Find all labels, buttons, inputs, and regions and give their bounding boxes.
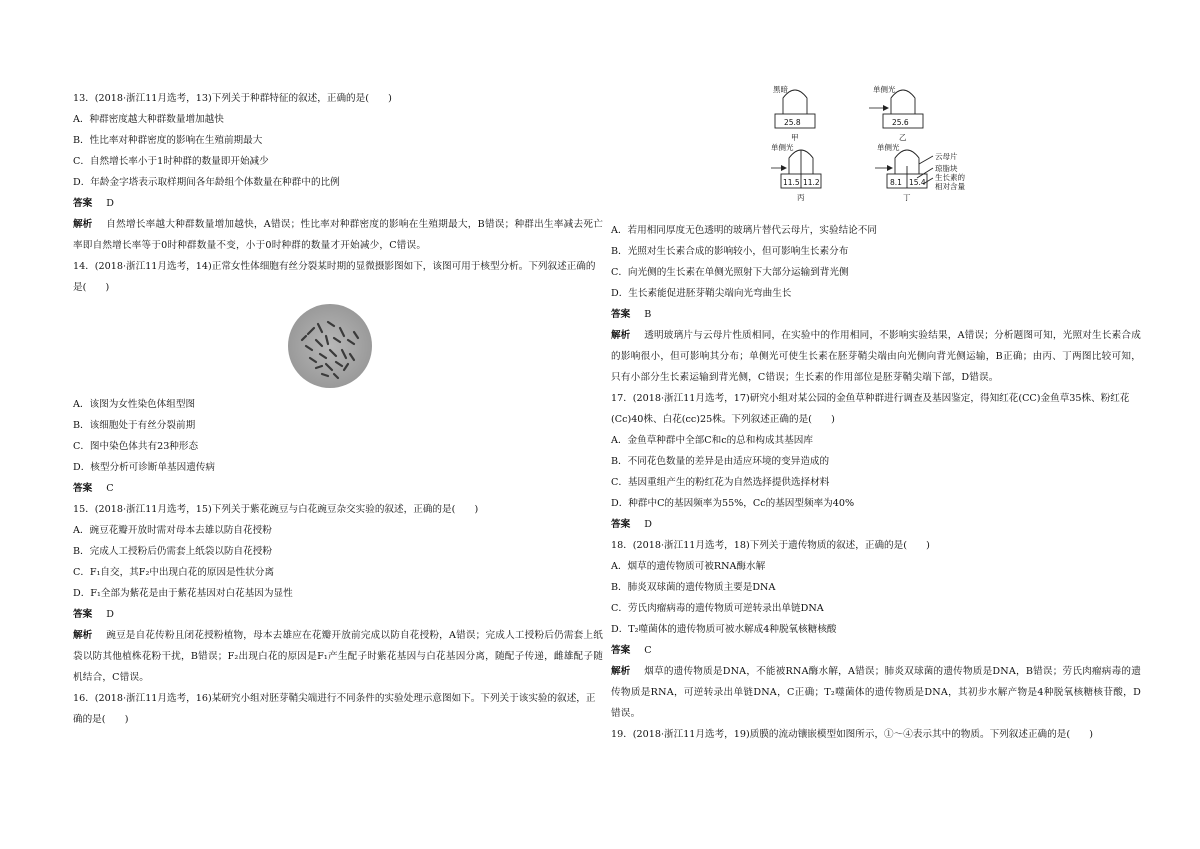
q18-stem: 18．(2018·浙江11月选考，18)下列关于遗传物质的叙述，正确的是( ) [611, 540, 930, 551]
analysis-label: 解析 [73, 630, 93, 641]
answer-label: 答案 [73, 483, 93, 494]
q15-option-b: B．完成人工授粉后仍需套上纸袋以防自花授粉 [73, 546, 272, 557]
bing-name: 丙 [797, 193, 805, 202]
agar-label: 琼脂块 [935, 164, 958, 173]
q16-option-b: B．光照对生长素合成的影响较小，但可影响生长素分布 [611, 246, 849, 257]
q14-option-c: C．图中染色体共有23种形态 [73, 441, 199, 452]
answer-value: D [106, 198, 114, 209]
bing-left-value: 11.5 [783, 178, 800, 187]
chromosome-micrograph [288, 304, 372, 388]
q16-option-a: A．若用相同厚度无色透明的玻璃片替代云母片，实验结论不同 [611, 225, 877, 236]
jia-light-label: 黑暗 [773, 85, 788, 94]
q16-option-c: C．向光侧的生长素在单侧光照射下大部分运输到背光侧 [611, 267, 849, 278]
answer-label: 答案 [73, 609, 93, 620]
q13-option-b: B．性比率对种群密度的影响在生殖前期最大 [73, 135, 263, 146]
answer-label: 答案 [611, 645, 631, 656]
q17-option-c: C．基因重组产生的粉红花为自然选择提供选择材料 [611, 477, 830, 488]
yi-name: 乙 [899, 133, 907, 142]
ding-light-label: 单侧光 [877, 143, 900, 152]
answer-label: 答案 [611, 309, 631, 320]
q16-analysis [611, 325, 1141, 388]
jia-value: 25.8 [784, 118, 801, 127]
q18-analysis [611, 661, 1141, 724]
q17-answer [611, 514, 1141, 535]
yi-light-label: 单侧光 [873, 85, 896, 94]
auxin-label: 生长素的 [935, 173, 965, 182]
analysis-label: 解析 [611, 666, 631, 677]
ding-right-value: 15.4 [909, 178, 926, 187]
q18-option-c: C．劳氏肉瘤病毒的遗传物质可逆转录出单链DNA [611, 603, 824, 614]
answer-value: C [106, 483, 114, 494]
answer-label: 答案 [611, 519, 631, 530]
analysis-text: 烟草的遗传物质是DNA，不能被RNA酶水解，A错误；肺炎双球菌的遗传物质是DNA，B错误；劳氏肉瘤病毒的遗传物质是RNA，可逆转录出单链DNA，C正确；T₂噬菌体的遗传物质是DNA，其初步水解产物是4种脱氧核糖核苷酸，D错误。 [611, 666, 1141, 719]
bing-light-label: 单侧光 [771, 143, 794, 152]
q15-analysis [73, 625, 603, 688]
q15-option-a: A．豌豆花瓣开放时需对母本去雄以防自花授粉 [73, 525, 272, 536]
ding-name: 丁 [903, 193, 911, 202]
q14-answer [73, 478, 603, 499]
q18-option-d: D．T₂噬菌体的遗传物质可被水解成4种脱氧核糖核酸 [611, 624, 837, 635]
answer-label: 答案 [73, 198, 93, 209]
q17-stem: 17．(2018·浙江11月选考，17)研究小组对某公园的金鱼草种群进行调查及基因鉴定，得知红花(CC)金鱼草35株、粉红花(Cc)40株、白花(cc)25株。下列叙述正确的是( ) [611, 393, 1130, 425]
q18-option-a: A．烟草的遗传物质可被RNA酶水解 [611, 561, 766, 572]
q14-option-b: B．该细胞处于有丝分裂前期 [73, 420, 196, 431]
q13-analysis [73, 214, 603, 256]
q15-option-c: C．F₁自交，其F₂中出现白花的原因是性状分离 [73, 567, 275, 578]
mica-label: 云母片 [935, 152, 958, 161]
answer-value: B [644, 309, 652, 320]
q16-option-d: D．生长素能促进胚芽鞘尖端向光弯曲生长 [611, 288, 792, 299]
analysis-label: 解析 [611, 330, 631, 341]
q15-stem: 15．(2018·浙江11月选考，15)下列关于紫花豌豆与白花豌豆杂交实验的叙述，正确的是( ) [73, 504, 479, 515]
q19-stem: 19．(2018·浙江11月选考，19)质膜的流动镶嵌模型如图所示，①～④表示其中的物质。下列叙述正确的是( ) [611, 729, 1093, 740]
q18-option-b: B．肺炎双球菌的遗传物质主要是DNA [611, 582, 776, 593]
q15-option-d: D．F₁全部为紫花是由于紫花基因对白花基因为显性 [73, 588, 293, 599]
jia-name: 甲 [791, 133, 799, 142]
yi-value: 25.6 [892, 118, 909, 127]
coleoptile-diagram [611, 85, 1141, 220]
bing-right-value: 11.2 [803, 178, 820, 187]
q14-option-a: A．该图为女性染色体组型图 [73, 399, 196, 410]
analysis-label: 解析 [73, 219, 93, 230]
q13-option-d: D．年龄金字塔表示取样期间各年龄组个体数量在种群中的比例 [73, 177, 340, 188]
analysis-text: 透明玻璃片与云母片性质相同，在实验中的作用相同，不影响实验结果，A错误；分析题图可知，光照对生长素合成的影响很小，但可影响其分布；单侧光可使生长素在胚芽鞘尖端由向光侧向背光侧运输，B正确；由丙、丁两图比较可知，只有小部分生长素运输到背光侧，C错误；生长素的作用部位是胚芽鞘尖端下部，D错误。 [611, 330, 1142, 383]
answer-value: C [644, 645, 652, 656]
q14-stem: 14．(2018·浙江11月选考，14)正常女性体细胞有丝分裂某时期的显微摄影图如下，该图可用于核型分析。下列叙述正确的是( ) [73, 261, 596, 293]
q16-stem: 16．(2018·浙江11月选考，16)某研究小组对胚芽鞘尖端进行不同条件的实验处理示意图如下。下列关于该实验的叙述，正确的是( ) [73, 693, 596, 725]
relative-content-label: 相对含量 [935, 182, 965, 191]
q13-option-c: C．自然增长率小于1时种群的数量即开始减少 [73, 156, 269, 167]
q17-option-a: A．金鱼草种群中全部C和c的总和构成其基因库 [611, 435, 813, 446]
q16-answer [611, 304, 1141, 325]
q13-option-a: A．种群密度越大种群数量增加越快 [73, 114, 224, 125]
q17-option-d: D．种群中C的基因频率为55%，Cc的基因型频率为40% [611, 498, 855, 509]
answer-value: D [644, 519, 652, 530]
q18-answer [611, 640, 1141, 661]
right-column [611, 85, 1142, 745]
coleoptile-diagram-svg [771, 84, 1031, 216]
q15-answer [73, 604, 603, 625]
answer-value: D [106, 609, 114, 620]
left-column [73, 88, 603, 730]
q17-option-b: B．不同花色数量的差异是由适应环境的变异造成的 [611, 456, 830, 467]
ding-left-value: 8.1 [890, 178, 902, 187]
q14-option-d: D．核型分析可诊断单基因遗传病 [73, 462, 216, 473]
analysis-text: 自然增长率越大种群数量增加越快，A错误；性比率对种群密度的影响在生殖期最大，B错误；种群出生率减去死亡率即自然增长率等于0时种群数量不变，小于0时种群的数量才开始减少，C错误。 [73, 219, 604, 251]
analysis-text: 豌豆是自花传粉且闭花授粉植物，母本去雄应在花瓣开放前完成以防自花授粉，A错误；完成人工授粉后仍需套上纸袋以防其他植株花粉干扰，B错误；F₂出现白花的原因是F₁产生配子时紫花基因与白花基因分离，随配子传递，雌雄配子随机结合，C错误。 [73, 630, 604, 683]
q13-stem: 13．(2018·浙江11月选考，13)下列关于种群特征的叙述，正确的是( ) [73, 93, 392, 104]
q13-answer [73, 193, 603, 214]
karyotype-figure [73, 298, 603, 394]
